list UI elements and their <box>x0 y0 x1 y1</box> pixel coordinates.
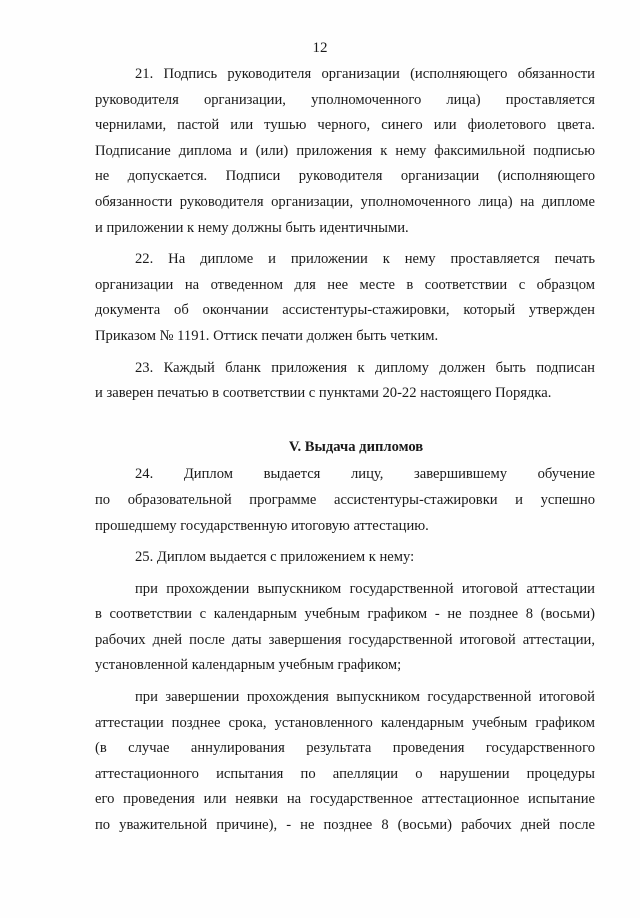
text-line: 24. Диплом выдается лицу, завершившему обучение <box>135 466 595 483</box>
text-line: аттестационного испытания по апелляции о нарушении процедуры <box>95 765 595 782</box>
text-line: Приказом № 1191. Оттиск печати должен быть четким. <box>95 327 439 344</box>
text-line: Подписание диплома и (или) приложения к нему факсимильной подписью <box>95 142 595 159</box>
text-line: 21. Подпись руководителя организации (исполняющего обязанности <box>135 66 595 82</box>
text-line: аттестации позднее срока, установленного календарным учебным графиком <box>95 714 595 731</box>
text-line: и приложении к нему должны быть идентичными. <box>95 219 409 236</box>
paragraph-21 <box>95 62 595 241</box>
paragraph-23 <box>95 356 595 407</box>
text-line: прошедшему государственную итоговую аттестацию. <box>95 517 429 534</box>
text-line: установленной календарным учебным графиком; <box>95 657 402 674</box>
text-line: по образовательной программе ассистентуры-стажировки и успешно <box>95 491 595 508</box>
text-line: 23. Каждый бланк приложения к диплому должен быть подписан <box>135 359 595 376</box>
text-line: (в случае аннулирования результата проведения государственного <box>95 740 595 757</box>
paragraph-24 <box>95 462 595 539</box>
text-line: при завершении прохождения выпускником государственной итоговой <box>135 689 595 706</box>
text-line: обязанности руководителя организации, уполномоченного лица) на дипломе <box>95 193 595 210</box>
text-line: организации на отведенном для нее месте в соответствии с образцом <box>95 276 595 293</box>
text-line: руководителя организации, уполномоченного лица) проставляется <box>95 91 595 108</box>
text-line: и заверен печатью в соответствии с пунктами 20-22 настоящего Порядка. <box>95 385 552 402</box>
text-line: в соответствии с календарным учебным графиком - не позднее 8 (восьми) <box>95 606 595 623</box>
paragraph-25-item-2 <box>95 685 595 839</box>
page-number: 12 <box>312 40 328 56</box>
text-line: 25. Диплом выдается с приложением к нему: <box>135 549 415 566</box>
text-line: 22. На дипломе и приложении к нему проставляется печать <box>135 251 595 268</box>
text-line: при прохождении выпускником государственной итоговой аттестации <box>135 580 595 597</box>
text-line: рабочих дней после даты завершения государственной итоговой аттестации, <box>95 631 595 648</box>
text-line: его проведения или неявки на государственное аттестационное испытание <box>95 791 595 808</box>
document-body <box>95 62 595 839</box>
section-heading: V. Выдача дипломов <box>288 438 424 455</box>
paragraph-22 <box>95 247 595 349</box>
text-line: чернилами, пастой или тушью черного, синего или фиолетового цвета. <box>95 117 595 134</box>
text-line: документа об окончании ассистентуры-стажировки, который утвержден <box>95 302 595 319</box>
paragraph-25-item-1 <box>95 577 595 679</box>
text-line: по уважительной причине), - не позднее 8 (восьми) рабочих дней после <box>95 817 595 834</box>
text-line: не допускается. Подписи руководителя организации (исполняющего <box>95 168 595 185</box>
paragraph-25 <box>95 545 595 571</box>
